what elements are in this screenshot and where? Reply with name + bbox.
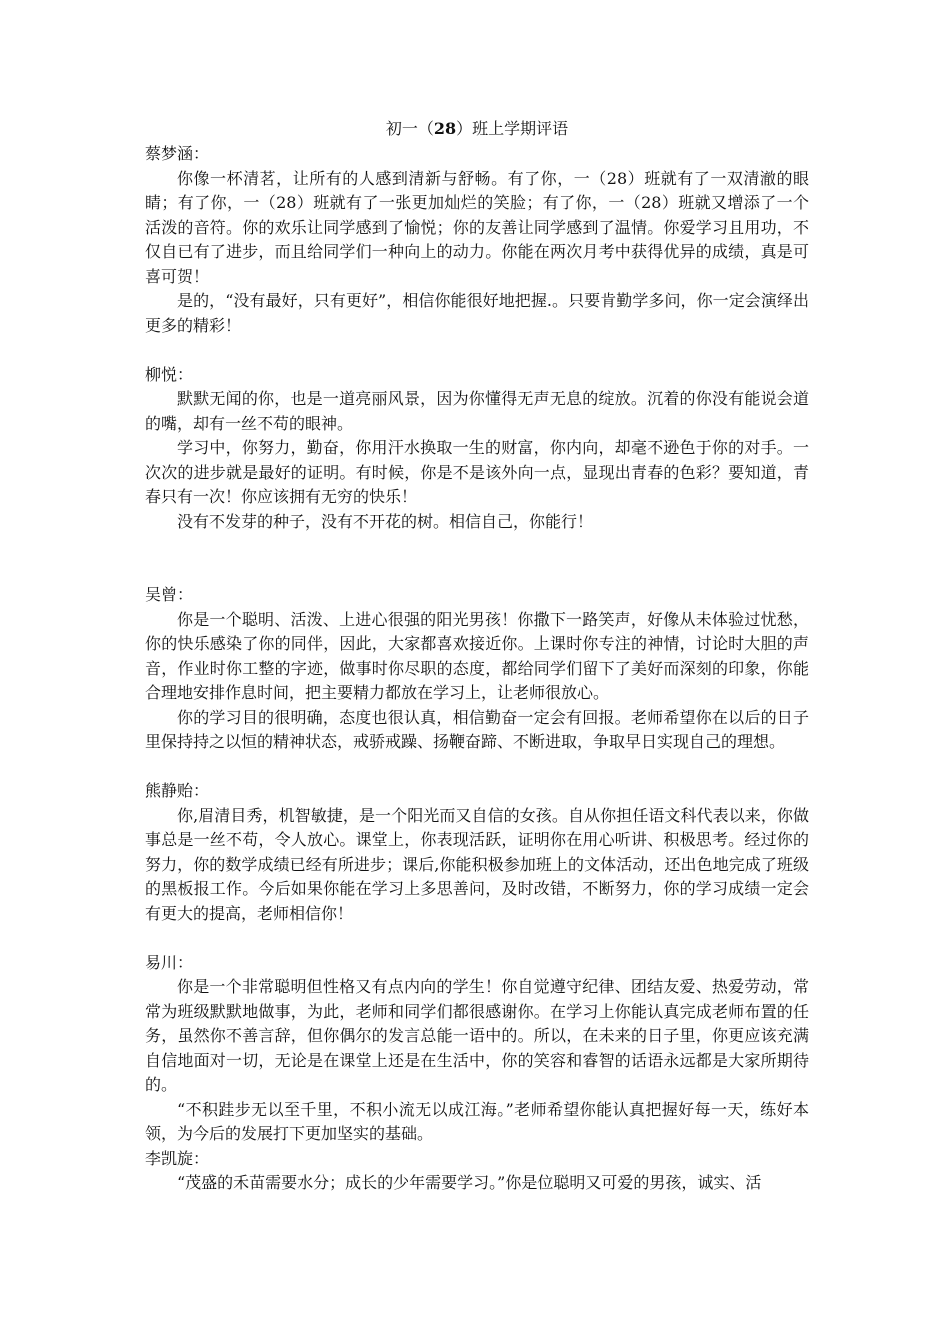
student-comment-liu-yue (145, 363, 809, 535)
comment-paragraph: 学习中，你努力，勤奋，你用汗水换取一生的财富，你内向，却毫不逊色于你的对手。一次次的进步就是最好的证明。有时候，你是不是该外向一点，显现出青春的色彩？要知道，青春只有一次！你应该拥有无穷的快乐！ (145, 438, 809, 506)
comment-paragraph: 你是一个非常聪明但性格又有点内向的学生！你自觉遵守纪律、团结友爱、热爱劳动，常常为班级默默地做事，为此，老师和同学们都很感谢你。在学习上你能认真完成老师布置的任务，虽然你不善言辞，但你偶尔的发言总能一语中的。所以，在未来的日子里，你更应该充满自信地面对一切，无论是在课堂上还是在生活中，你的笑容和睿智的话语永远都是大家所期待的。 (145, 977, 809, 1094)
comment-paragraph: 是的，“没有最好，只有更好”，相信你能很好地把握.。只要肯勤学多问，你一定会演绎出更多的精彩！ (145, 291, 809, 335)
comment-paragraph: 你的学习目的很明确，态度也很认真，相信勤奋一定会有回报。老师希望你在以后的日子里保持持之以恒的精神状态，戒骄戒躁、扬鞭奋蹄、不断进取，争取早日实现自己的理想。 (145, 707, 809, 751)
comment-paragraph: 默默无闻的你，也是一道亮丽风景，因为你懂得无声无息的绽放。沉着的你没有能说会道的嘴，却有一丝不苟的眼神。 (145, 389, 809, 433)
blank-line (145, 338, 809, 363)
comment-paragraph: 没有不发芽的种子，没有不开花的树。相信自己，你能行！ (177, 511, 594, 531)
blank-line (145, 926, 809, 951)
student-comment-li-kaixuan (145, 1147, 809, 1196)
document-title (145, 116, 809, 142)
document-page (145, 116, 809, 1196)
student-comment-cai-menghan (145, 142, 809, 338)
comment-paragraph: 你像一杯清茗，让所有的人感到清新与舒畅。有了你，一（28）班就有了一双清澈的眼睛；有了你，一（28）班就有了一张更加灿烂的笑脸；有了你，一（28）班就又增添了一个活泼的音符。你的欢乐让同学感到了愉悦；你的友善让同学感到了温情。你爱学习且用功，不仅自已有了进步，而且给同学们一种向上的动力。你能在两次月考中获得优异的成绩，真是可喜可贺！ (145, 168, 809, 286)
comment-paragraph: 你,眉清目秀，机智敏捷，是一个阳光而又自信的女孩。自从你担任语文科代表以来，你做事总是一丝不苟，令人放心。课堂上，你表现活跃，证明你在用心听讲、积极思考。经过你的努力，你的数学成绩已经有所进步；课后,你能积极参加班上的文体活动，还出色地完成了班级的黑板报工作。今后如果你能在学习上多思善问，及时改错，不断努力，你的学习成绩一定会有更大的提高，老师相信你！ (145, 805, 809, 923)
title-class-number: 28 (433, 119, 457, 138)
student-comment-yi-chuan (145, 951, 809, 1147)
student-name: 柳悦： (145, 364, 194, 384)
student-comment-wu-zeng (145, 583, 809, 755)
comment-paragraph: “茂盛的禾苗需要水分；成长的少年需要学习。”你是位聪明又可爱的男孩，诚实、活 (177, 1173, 762, 1192)
comment-paragraph: 你是一个聪明、活泼、上进心很强的阳光男孩！你撒下一路笑声，好像从未体验过忧愁，你的快乐感染了你的同伴，因此，大家都喜欢接近你。上课时你专注的神情，讨论时大胆的声音，作业时你工整的字迹，做事时你尽职的态度，都给同学们留下了美好而深刻的印象，你能合理地安排作息时间，把主要精力都放在学习上，让老师很放心。 (145, 609, 809, 702)
student-name: 易川： (145, 952, 194, 972)
blank-lines (145, 534, 809, 583)
title-suffix: ）班上学期评语 (456, 119, 569, 138)
title-prefix: 初一（ (385, 119, 434, 138)
student-name: 蔡梦涵： (145, 144, 210, 163)
student-name: 吴曾： (145, 585, 194, 604)
blank-line (145, 755, 809, 780)
comment-paragraph: “不积跬步无以至千里，不积小流无以成江海。”老师希望你能认真把握好每一天，练好本领，为今后的发展打下更加坚实的基础。 (145, 1099, 809, 1143)
student-name: 李凯旋： (145, 1148, 210, 1168)
student-comment-xiong-jingyi (145, 779, 809, 926)
student-name: 熊静贻： (145, 781, 210, 800)
